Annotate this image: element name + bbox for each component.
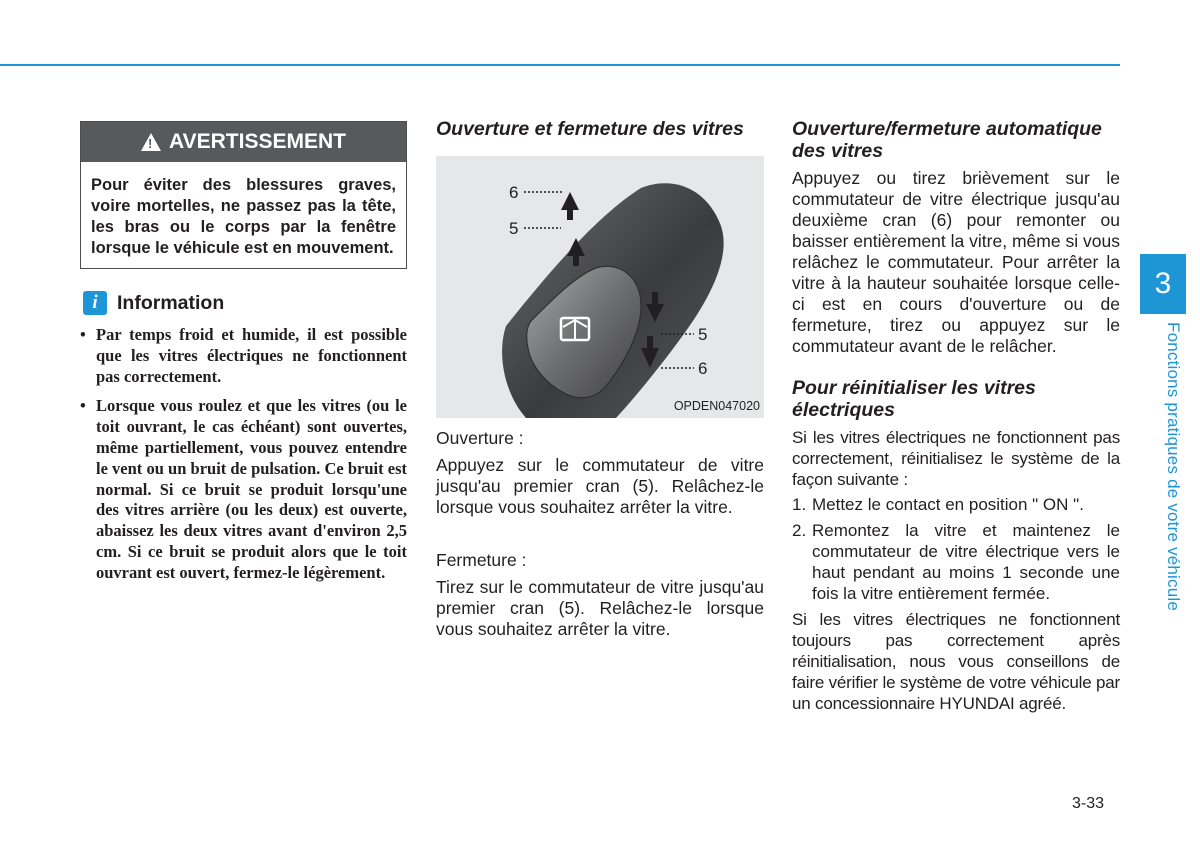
information-title: Information: [117, 291, 225, 314]
window-switch-figure: [436, 156, 764, 418]
reset-steps: [792, 494, 1120, 604]
list-item: 1. Mettez le contact en position " ON ".: [792, 495, 1084, 514]
chapter-number: 3: [1154, 267, 1172, 300]
label-5-top: 5: [509, 219, 519, 238]
warning-header: [81, 122, 406, 162]
auto-heading: Ouverture/fermeture automatique des vitres: [792, 118, 1102, 162]
opening-label: Ouverture :: [436, 428, 524, 448]
warning-text: Pour éviter des blessures graves, voire mortelles, ne passez pas la tête, les bras ou le corps par la fenêtre lorsque le véhicule est en mouvement.: [91, 176, 396, 257]
figure-caption: OPDEN047020: [673, 399, 760, 413]
up-arrow-icon: [561, 192, 585, 266]
header-rule: [0, 64, 1120, 66]
list-item: • Par temps froid et humide, il est possible que les vitres électriques ne fonctionnent pas correctement.: [80, 325, 407, 387]
label-6-top: 6: [509, 183, 519, 202]
information-heading: [80, 291, 407, 315]
opening-text: Appuyez sur le commutateur de vitre jusqu'au premier cran (5). Relâchez-le lorsque vous souhaitez arrêter la vitre.: [436, 455, 764, 517]
reset-intro: Si les vitres électriques ne fonctionnent pas correctement, réinitialisez le système de la façon suivante :: [792, 428, 1120, 489]
list-item: • Lorsque vous roulez et que les vitres (ou le toit ouvrant, le cas échéant) sont ouvertes, même partiellement, vous pouvez entendre le vent ou un bruit de pulsation. Ce bruit est normal. Si ce bruit se produit lorsqu'une des vitres arrière (ou les deux) est ouverte, abaissez les deux vitres avant d'environ 2,5 cm. Si ce bruit se produit alors que le toit ouvrant est ouvert, fermez-le légèrement.: [80, 396, 407, 583]
warning-box: [80, 121, 407, 269]
left-column: [80, 121, 407, 593]
information-list: [80, 325, 407, 584]
warning-title: AVERTISSEMENT: [169, 130, 346, 153]
info-icon: i: [83, 291, 107, 315]
warning-triangle-icon: [141, 133, 161, 151]
closing-text: Tirez sur le commutateur de vitre jusqu'au premier cran (5). Relâchez-le lorsque vous souhaitez arrêter la vitre.: [436, 577, 764, 639]
open-close-heading: Ouverture et fermeture des vitres: [436, 118, 744, 140]
chapter-title: Fonctions pratiques de votre véhicule: [1164, 322, 1183, 612]
chapter-tab[interactable]: [1140, 254, 1186, 314]
reset-outro: Si les vitres électriques ne fonctionnent toujours pas correctement après réinitialisation, nous vous conseillons de faire vérifier le système de votre véhicule par un concessionnaire HYUNDAI agréé.: [792, 610, 1120, 713]
label-6-bottom: 6: [698, 359, 708, 378]
auto-text: Appuyez ou tirez brièvement sur le commutateur de vitre électrique jusqu'au deuxième cran (6) pour remonter ou baisser entièrement la vitre, même si vous relâchez le commutateur. Pour arrêter la vitre à la hauteur souhaitée lorsque celle-ci est en cours d'ouverture ou de fermeture, tirez ou appuyez sur le commutateur avant de le relâcher.: [792, 168, 1120, 356]
page-number: 3-33: [1072, 795, 1105, 812]
list-item: 2. Remontez la vitre et maintenez le commutateur de vitre électrique vers le haut pendant au moins 1 seconde une fois la vitre entièrement fermée.: [792, 521, 1120, 603]
label-5-bottom: 5: [698, 325, 708, 344]
right-column: [792, 118, 1120, 714]
reset-heading: Pour réinitialiser les vitres électriques: [792, 377, 1036, 421]
window-switch-illustration: [436, 156, 764, 418]
closing-label: Fermeture :: [436, 550, 527, 570]
middle-column: [436, 118, 764, 640]
